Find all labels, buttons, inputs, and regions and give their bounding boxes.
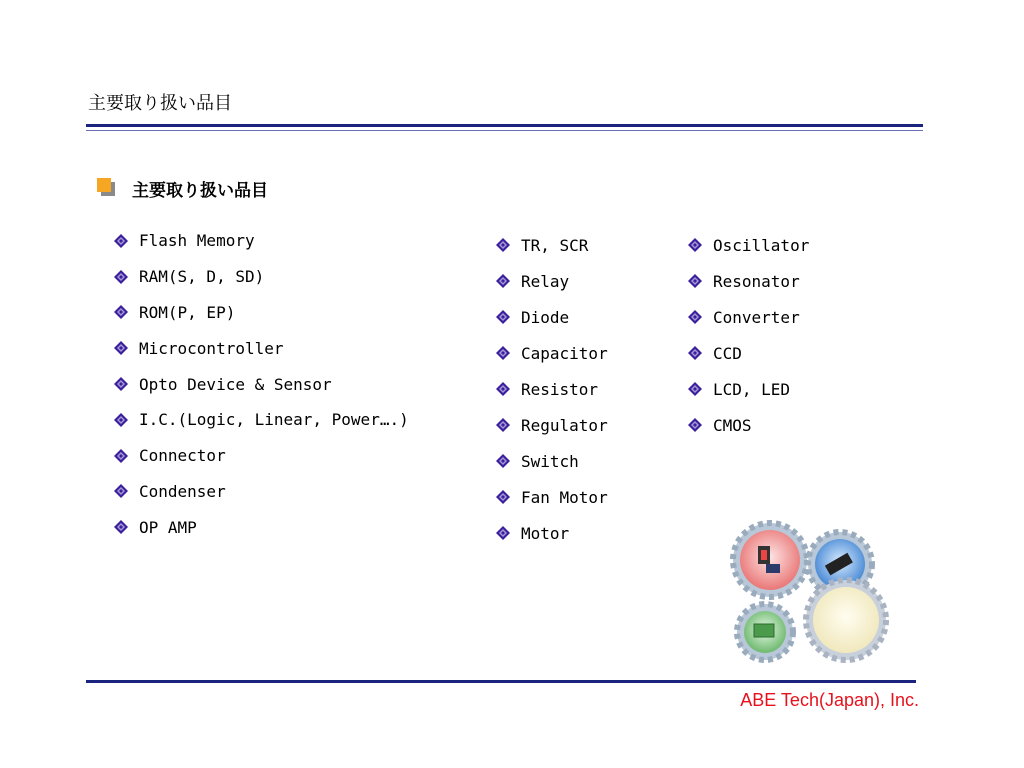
- item-label: Relay: [521, 271, 570, 291]
- list-item: [114, 366, 409, 402]
- list-item: [114, 402, 409, 438]
- list-item: [496, 263, 608, 299]
- list-item: [114, 223, 409, 259]
- diamond-bullet-icon: [688, 382, 706, 396]
- list-item: [688, 335, 809, 371]
- item-label: Opto Device & Sensor: [139, 374, 332, 394]
- square-marker-icon: [97, 178, 117, 196]
- diamond-bullet-icon: [496, 490, 514, 504]
- diamond-bullet-icon: [114, 377, 132, 391]
- item-label: Capacitor: [521, 343, 608, 363]
- item-label: LCD, LED: [713, 379, 791, 399]
- diamond-bullet-icon: [688, 310, 706, 324]
- product-list-col2: [496, 227, 608, 551]
- item-label: Resistor: [521, 379, 599, 399]
- list-item: [114, 295, 409, 331]
- item-label: Condenser: [139, 481, 226, 501]
- diamond-bullet-icon: [114, 234, 132, 248]
- header-divider-thin: [86, 130, 923, 131]
- diamond-bullet-icon: [114, 484, 132, 498]
- diamond-bullet-icon: [496, 526, 514, 540]
- list-item: [496, 371, 608, 407]
- list-item: [114, 330, 409, 366]
- list-item: [688, 227, 809, 263]
- item-label: Resonator: [713, 271, 800, 291]
- list-item: [496, 479, 608, 515]
- diamond-bullet-icon: [496, 418, 514, 432]
- item-label: RAM(S, D, SD): [139, 267, 265, 287]
- product-list-col3: [688, 227, 809, 443]
- list-item: [114, 509, 409, 545]
- diamond-bullet-icon: [114, 449, 132, 463]
- diamond-bullet-icon: [114, 270, 132, 284]
- item-label: Microcontroller: [139, 338, 284, 358]
- item-label: Connector: [139, 446, 226, 466]
- diamond-bullet-icon: [496, 238, 514, 252]
- diamond-bullet-icon: [496, 310, 514, 324]
- list-item: [688, 371, 809, 407]
- list-item: [496, 299, 608, 335]
- diamond-bullet-icon: [114, 341, 132, 355]
- list-item: [114, 259, 409, 295]
- item-label: Diode: [521, 307, 570, 327]
- list-item: [688, 263, 809, 299]
- item-label: Regulator: [521, 415, 608, 435]
- list-item: [114, 438, 409, 474]
- diamond-bullet-icon: [688, 274, 706, 288]
- list-item: [496, 515, 608, 551]
- item-label: Converter: [713, 307, 800, 327]
- item-label: Fan Motor: [521, 487, 608, 507]
- footer-divider: [86, 680, 916, 683]
- list-item: [496, 443, 608, 479]
- diamond-bullet-icon: [114, 413, 132, 427]
- diamond-bullet-icon: [496, 274, 514, 288]
- item-label: ROM(P, EP): [139, 302, 236, 322]
- item-label: Motor: [521, 523, 570, 543]
- diamond-bullet-icon: [496, 382, 514, 396]
- product-list-col1: [114, 223, 409, 545]
- list-item: [688, 299, 809, 335]
- diamond-bullet-icon: [688, 418, 706, 432]
- item-label: CMOS: [713, 415, 752, 435]
- list-item: [496, 335, 608, 371]
- header-divider: [86, 124, 923, 127]
- diamond-bullet-icon: [688, 346, 706, 360]
- item-label: CCD: [713, 343, 742, 363]
- page-title: 主要取り扱い品目: [88, 93, 232, 114]
- item-label: Flash Memory: [139, 231, 255, 251]
- diamond-bullet-icon: [114, 520, 132, 534]
- diamond-bullet-icon: [688, 238, 706, 252]
- gear-components-illustration: [728, 520, 893, 665]
- list-item: [496, 407, 608, 443]
- list-item: [688, 407, 809, 443]
- item-label: Oscillator: [713, 235, 810, 255]
- item-label: Switch: [521, 451, 579, 471]
- company-name: ABE Tech(Japan), Inc.: [740, 690, 919, 710]
- list-item: [114, 474, 409, 510]
- diamond-bullet-icon: [496, 454, 514, 468]
- item-label: OP AMP: [139, 517, 197, 537]
- item-label: TR, SCR: [521, 235, 589, 255]
- diamond-bullet-icon: [496, 346, 514, 360]
- list-item: [496, 227, 608, 263]
- diamond-bullet-icon: [114, 305, 132, 319]
- item-label: I.C.(Logic, Linear, Power….): [139, 410, 409, 430]
- section-title: 主要取り扱い品目: [132, 181, 268, 201]
